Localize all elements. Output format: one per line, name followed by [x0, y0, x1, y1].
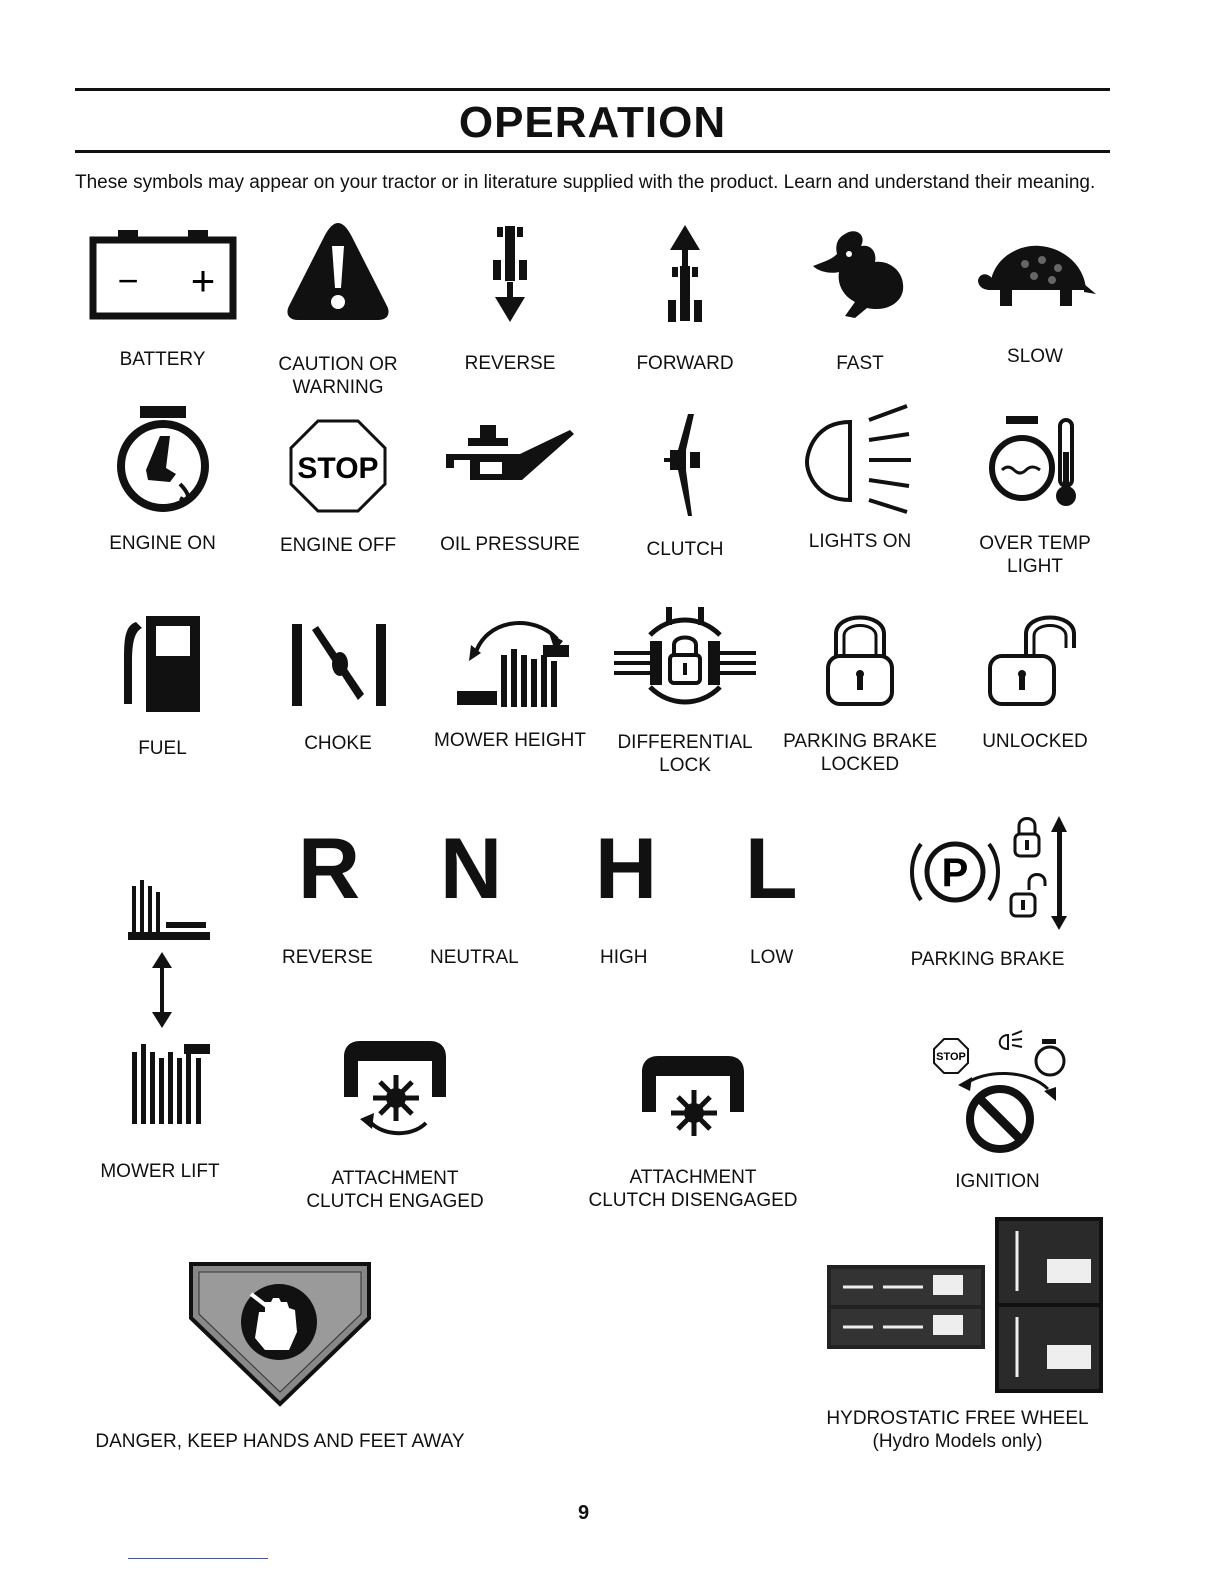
svg-text:−: −	[116, 260, 139, 301]
parking-brake-locked-symbol	[780, 608, 940, 776]
mower-height-icon	[445, 605, 575, 715]
engine-on-symbol	[80, 402, 245, 555]
over-temp-label-line1: OVER TEMP	[979, 533, 1091, 554]
forward-direction-label: FORWARD	[636, 353, 734, 374]
title-rule	[75, 150, 1110, 153]
danger-symbol	[60, 1258, 500, 1453]
intro-text: These symbols may appear on your tractor or in literature supplied with the product. Learn and understand their meaning.	[75, 172, 1096, 193]
oil-can-icon	[440, 420, 580, 515]
mower-lift-icon	[110, 872, 210, 1132]
svg-text:STOP: STOP	[935, 1051, 966, 1063]
rabbit-icon	[805, 222, 915, 327]
top-rule	[75, 88, 1110, 91]
parking-brake-label: PARKING BRAKE	[910, 949, 1065, 970]
fast-label: FAST	[836, 353, 884, 374]
differential-lock-label-line2: LOCK	[659, 755, 711, 776]
gear-reverse-letter: R	[298, 821, 361, 917]
fuel-pump-icon	[118, 612, 208, 717]
caution-label-line1: CAUTION OR	[278, 354, 398, 375]
parking-brake-locked-label-line1: PARKING BRAKE	[783, 731, 937, 752]
hydrostatic-free-wheel-symbol	[805, 1215, 1110, 1453]
tractor-forward-icon	[660, 222, 710, 327]
slow-label: SLOW	[1007, 346, 1063, 367]
attachment-disengaged-icon	[628, 1050, 758, 1140]
gear-high-letter: H	[595, 821, 658, 917]
svg-text:STOP: STOP	[297, 452, 379, 485]
gear-low-letter: L	[745, 821, 798, 917]
reverse-direction-symbol	[430, 222, 590, 375]
gear-low-label: LOW	[750, 947, 794, 968]
page-number: 9	[578, 1502, 590, 1524]
over-temp-icon	[980, 412, 1090, 512]
unlocked-symbol	[955, 608, 1115, 753]
differential-lock-label-line1: DIFFERENTIAL	[617, 732, 753, 753]
reverse-direction-label: REVERSE	[464, 353, 556, 374]
forward-direction-symbol	[605, 222, 765, 375]
engine-on-label: ENGINE ON	[109, 533, 216, 554]
headlight-icon	[795, 400, 925, 520]
parking-brake-symbol	[890, 812, 1085, 971]
ignition-symbol	[910, 1025, 1085, 1193]
attachment-disengaged-label-line1: ATTACHMENT	[629, 1167, 757, 1188]
warning-triangle-icon	[283, 218, 393, 323]
mower-height-label: MOWER HEIGHT	[434, 730, 586, 751]
ignition-icon	[918, 1025, 1078, 1160]
mower-lift-label: MOWER LIFT	[100, 1161, 220, 1182]
lights-on-symbol	[780, 400, 940, 553]
oil-pressure-symbol	[430, 420, 590, 556]
footer-link-underline	[128, 1558, 268, 1559]
padlock-locked-icon	[820, 608, 900, 708]
page-title: OPERATION	[458, 98, 727, 147]
clutch-icon	[660, 410, 710, 520]
attachment-clutch-disengaged-symbol	[578, 1050, 808, 1212]
padlock-unlocked-icon	[980, 608, 1090, 708]
lights-on-label: LIGHTS ON	[808, 531, 912, 552]
gear-neutral-label: NEUTRAL	[430, 947, 519, 968]
svg-text:+: +	[190, 257, 215, 304]
clutch-label: CLUTCH	[646, 539, 724, 560]
fast-symbol	[780, 222, 940, 375]
attachment-engaged-label-line1: ATTACHMENT	[331, 1168, 459, 1189]
hydrostatic-label-line2: (Hydro Models only)	[872, 1431, 1043, 1452]
oil-pressure-label: OIL PRESSURE	[440, 534, 580, 555]
engine-off-label: ENGINE OFF	[279, 535, 397, 556]
fuel-symbol	[80, 612, 245, 760]
gear-reverse-label: REVERSE	[282, 947, 373, 968]
attachment-clutch-engaged-symbol	[285, 1035, 505, 1213]
gear-neutral-letter: N	[440, 821, 503, 917]
tractor-reverse-icon	[485, 222, 535, 327]
mower-lift-symbol	[90, 872, 230, 1183]
over-temp-symbol	[955, 412, 1115, 578]
engine-off-symbol	[258, 418, 418, 557]
choke-symbol	[258, 620, 418, 755]
attachment-disengaged-label-line2: CLUTCH DISENGAGED	[588, 1190, 798, 1211]
choke-icon	[278, 620, 398, 710]
hydrostatic-free-wheel-icon	[813, 1215, 1103, 1395]
differential-lock-icon	[610, 605, 760, 717]
caution-label-line2: WARNING	[292, 377, 384, 398]
fuel-label: FUEL	[138, 738, 187, 759]
engine-on-icon	[108, 402, 218, 514]
parking-brake-icon	[893, 812, 1083, 932]
mower-height-symbol	[430, 605, 590, 752]
danger-hand-icon	[185, 1258, 375, 1408]
attachment-engaged-icon	[330, 1035, 460, 1145]
attachment-engaged-label-line2: CLUTCH ENGAGED	[306, 1191, 484, 1212]
gear-high-label: HIGH	[600, 947, 648, 968]
danger-label: DANGER, KEEP HANDS AND FEET AWAY	[95, 1431, 465, 1452]
choke-label: CHOKE	[304, 733, 372, 754]
differential-lock-symbol	[605, 605, 765, 777]
battery-icon	[88, 228, 238, 323]
battery-label: BATTERY	[119, 349, 206, 370]
battery-symbol	[80, 228, 245, 371]
unlocked-label: UNLOCKED	[982, 731, 1088, 752]
hydrostatic-label-line1: HYDROSTATIC FREE WHEEL	[826, 1408, 1089, 1429]
clutch-symbol	[605, 410, 765, 561]
slow-symbol	[955, 232, 1115, 368]
over-temp-label-line2: LIGHT	[1007, 556, 1063, 577]
ignition-label: IGNITION	[955, 1171, 1040, 1192]
stop-sign-icon	[288, 418, 388, 514]
turtle-icon	[970, 232, 1100, 327]
parking-brake-locked-label-line2: LOCKED	[820, 754, 900, 775]
caution-symbol	[258, 218, 418, 399]
svg-text:P: P	[941, 851, 968, 895]
